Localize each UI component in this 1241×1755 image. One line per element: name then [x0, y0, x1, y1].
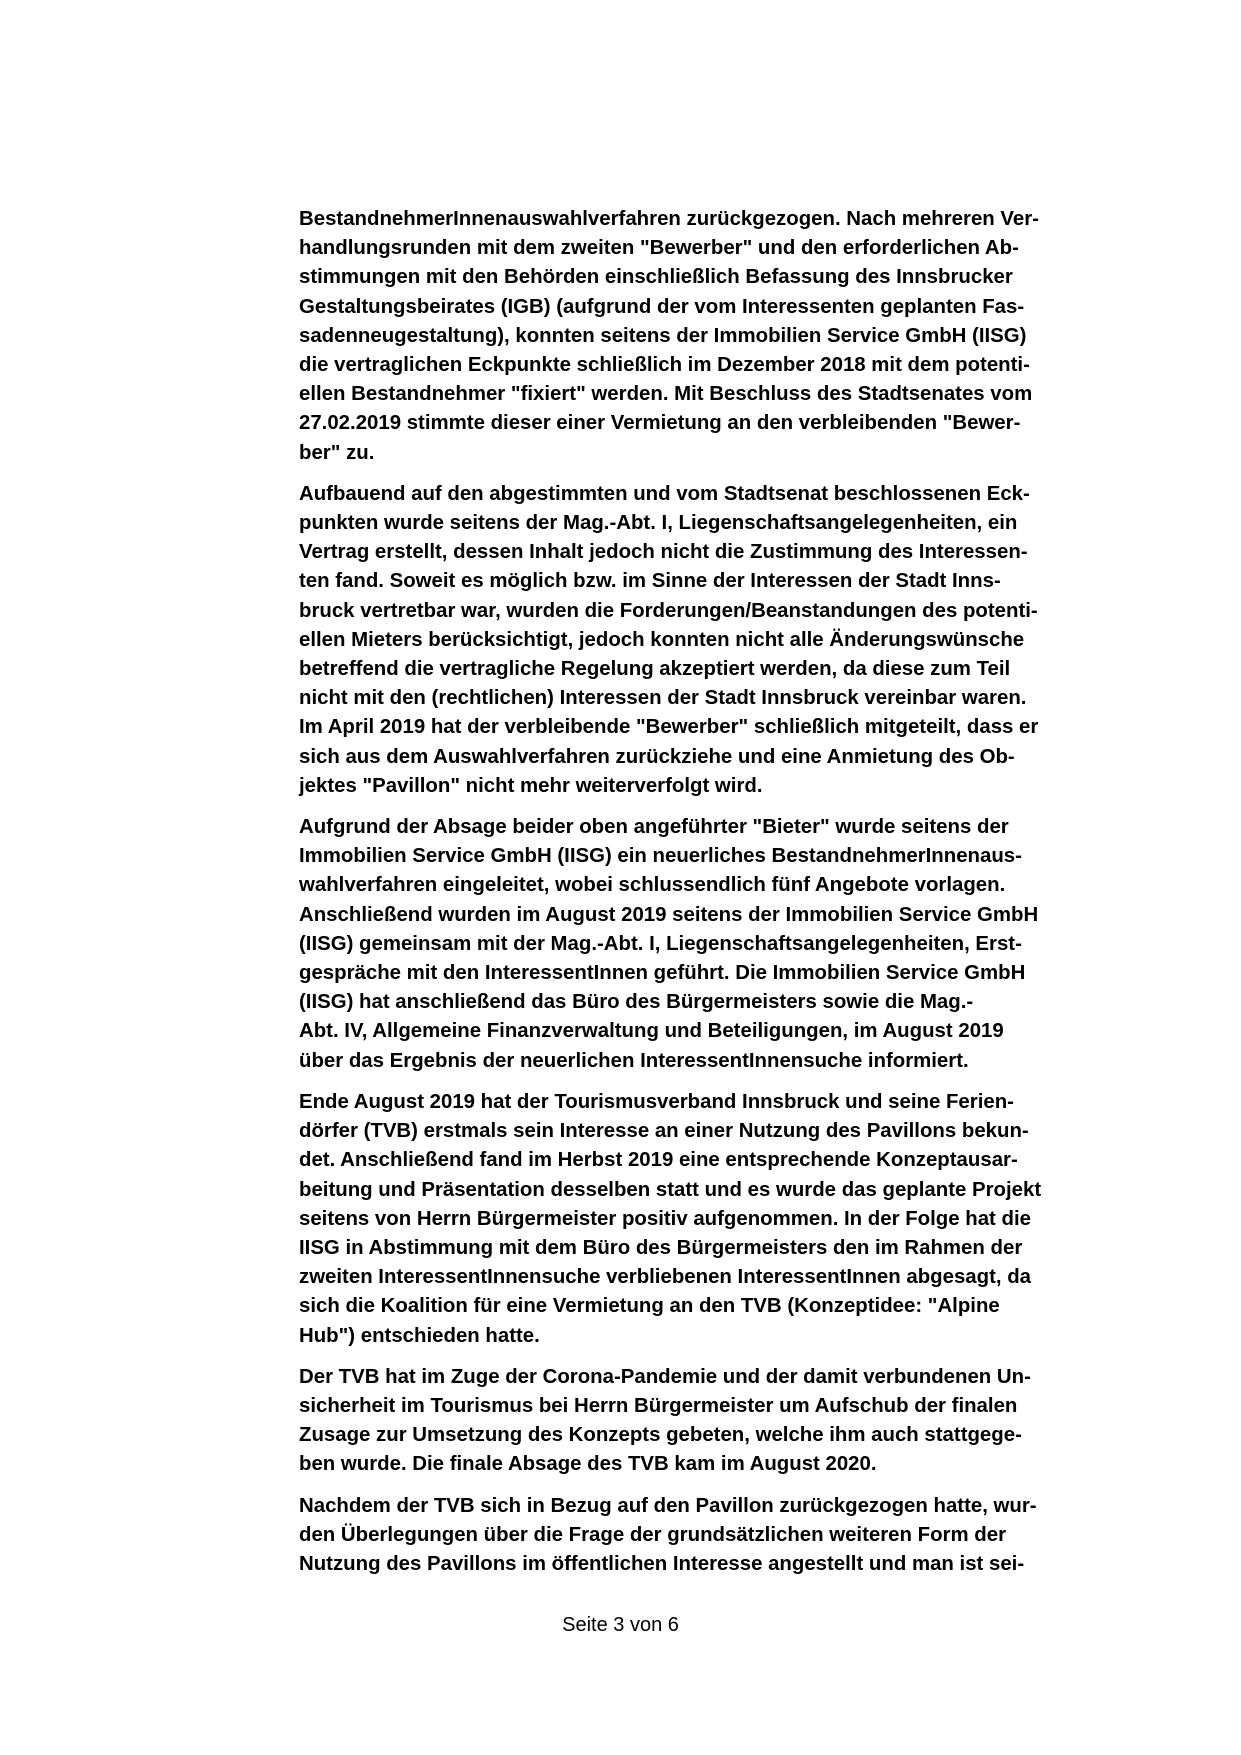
text-line: ten fand. Soweit es möglich bzw. im Sinne der Interessen der Stadt Inns- — [299, 570, 1001, 593]
text-line: Immobilien Service GmbH (IISG) ein neuerliches BestandnehmerInnenaus- — [299, 845, 1022, 868]
text-line: den Überlegungen über die Frage der grundsätzlichen weiteren Form der — [299, 1523, 1007, 1546]
page-footer: Seite 3 von 6 — [562, 1614, 679, 1636]
text-line: über das Ergebnis der neuerlichen InteressentInnensuche informiert. — [299, 1049, 969, 1072]
text-line: seitens von Herrn Bürgermeister positiv aufgenommen. In der Folge hat die — [299, 1207, 1031, 1230]
text-line: betreffend die vertragliche Regelung akzeptiert werden, da diese zum Teil — [299, 658, 1011, 681]
text-line: dörfer (TVB) erstmals sein Interesse an einer Nutzung des Pavillons bekun- — [299, 1120, 1029, 1143]
text-line: det. Anschließend fand im Herbst 2019 eine entsprechende Konzeptausar- — [299, 1149, 1018, 1172]
text-line: Anschließend wurden im August 2019 seitens der Immobilien Service GmbH — [299, 903, 1039, 926]
text-line: stimmungen mit den Behörden einschließlich Befassung des Innsbrucker — [299, 266, 1013, 289]
text-line: Hub") entschieden hatte. — [299, 1324, 540, 1347]
text-line: beitung und Präsentation desselben statt und es wurde das geplante Projekt — [299, 1178, 1042, 1201]
text-line: wahlverfahren eingeleitet, wobei schlussendlich fünf Angebote vorlagen. — [299, 874, 1006, 897]
text-line: Ende August 2019 hat der Tourismusverband Innsbruck und seine Ferien- — [299, 1090, 1014, 1113]
text-line: Aufbauend auf den abgestimmten und vom Stadtsenat beschlossenen Eck- — [299, 482, 1030, 505]
text-line: Abt. IV, Allgemeine Finanzverwaltung und Beteiligungen, im August 2019 — [299, 1020, 1004, 1043]
text-line: sich die Koalition für eine Vermietung an den TVB (Konzeptidee: "Alpine — [299, 1295, 1000, 1318]
text-line: Aufgrund der Absage beider oben angeführter "Bieter" wurde seitens der — [299, 816, 1009, 839]
text-line: Gestaltungsbeirates (IGB) (aufgrund der vom Interessenten geplanten Fas- — [299, 295, 1025, 318]
text-line: die vertraglichen Eckpunkte schließlich im Dezember 2018 mit dem potenti- — [299, 354, 1030, 377]
text-line: punkten wurde seitens der Mag.-Abt. I, Liegenschaftsangelegenheiten, ein — [299, 512, 1018, 535]
text-line: ber" zu. — [299, 441, 375, 464]
text-line: (IISG) hat anschließend das Büro des Bürgermeisters sowie die Mag.- — [299, 991, 974, 1014]
text-line: sicherheit im Tourismus bei Herrn Bürgermeister um Aufschub der finalen — [299, 1394, 1018, 1417]
paragraph — [299, 480, 1139, 801]
text-line: handlungsrunden mit dem zweiten "Bewerber" und den erforderlichen Ab- — [299, 237, 1019, 260]
text-line: (IISG) gemeinsam mit der Mag.-Abt. I, Liegenschaftsangelegenheiten, Erst- — [299, 932, 1022, 955]
text-line: gespräche mit den InteressentInnen geführt. Die Immobilien Service GmbH — [299, 962, 1026, 985]
text-line: Im April 2019 hat der verbleibende "Bewerber" schließlich mitgeteilt, dass er — [299, 716, 1039, 739]
text-line: IISG in Abstimmung mit dem Büro des Bürgermeisters den im Rahmen der — [299, 1236, 1023, 1259]
text-line: jektes "Pavillon" nicht mehr weiterverfolgt wird. — [299, 774, 763, 797]
text-line: BestandnehmerInnenauswahlverfahren zurückgezogen. Nach mehreren Ver- — [299, 208, 1039, 230]
text-line: ellen Bestandnehmer "fixiert" werden. Mit Beschluss des Stadtsenates vom — [299, 383, 1033, 406]
text-line: ben wurde. Die finale Absage des TVB kam im August 2020. — [299, 1453, 877, 1476]
text-line: Zusage zur Umsetzung des Konzepts gebeten, welche ihm auch stattgege- — [299, 1424, 1022, 1447]
text-line: Nachdem der TVB sich in Bezug auf den Pavillon zurückgezogen hatte, wur- — [299, 1494, 1037, 1517]
text-line: 27.02.2019 stimmte dieser einer Vermietung an den verbleibenden "Bewer- — [299, 412, 1021, 435]
text-line: sadenneugestaltung), konnten seitens der Immobilien Service GmbH (IISG) — [299, 324, 1027, 347]
paragraph — [299, 813, 1139, 1076]
paragraph — [299, 1363, 1139, 1480]
text-line: nicht mit den (rechtlichen) Interessen der Stadt Innsbruck vereinbar waren. — [299, 687, 1027, 710]
text-line: Der TVB hat im Zuge der Corona-Pandemie und der damit verbundenen Un- — [299, 1365, 1031, 1388]
paragraph — [299, 205, 1139, 468]
text-line: bruck vertretbar war, wurden die Forderungen/Beanstandungen des potenti- — [299, 599, 1038, 622]
paragraph — [299, 1088, 1139, 1351]
text-line: ellen Mieters berücksichtigt, jedoch konnten nicht alle Änderungswünsche — [299, 628, 1025, 651]
text-line: zweiten InteressentInnensuche verbliebenen InteressentInnen abgesagt, da — [299, 1266, 1032, 1289]
body-text — [299, 205, 1139, 1591]
text-line: sich aus dem Auswahlverfahren zurückziehe und eine Anmietung des Ob- — [299, 745, 1015, 768]
text-line: Vertrag erstellt, dessen Inhalt jedoch nicht die Zustimmung des Interessen- — [299, 541, 1028, 564]
text-line: Nutzung des Pavillons im öffentlichen Interesse angestellt und man ist sei- — [299, 1552, 1025, 1575]
paragraph — [299, 1492, 1139, 1580]
